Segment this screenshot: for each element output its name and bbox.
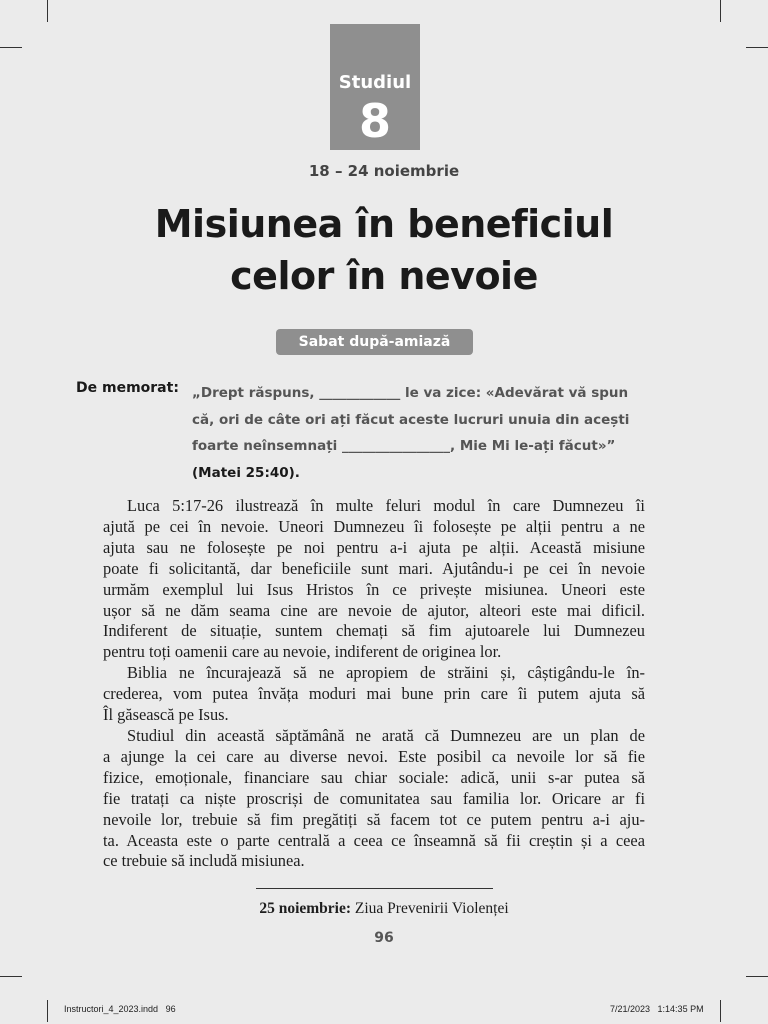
body-line: ușor să ne dăm seama cine are nevoie de ajutor, alteori este mai dificil.	[103, 600, 645, 620]
memory-verse-reference-line	[192, 460, 648, 487]
title-line: Misiunea în beneficiul	[154, 202, 614, 246]
body-text	[103, 496, 645, 872]
body-line: a ajunge la cei care au diverse nevoi. Este posibil ca nevoile lor să fie	[103, 746, 645, 766]
body-line: fizice, emoționale, financiare sau chiar sociale: adică, unii s-ar putea să	[103, 767, 645, 787]
section-tab: Sabat după-amiază	[276, 329, 473, 355]
memory-verse-label: De memorat:	[76, 380, 179, 396]
print-slug-file: Instructori_4_2023.indd 96	[64, 1004, 176, 1014]
date-range: 18 – 24 noiembrie	[308, 162, 460, 180]
body-line: fie tratați ca niște proscriși de comunitatea sau familia lor. Oricare ar fi	[103, 788, 645, 808]
memory-verse-line: că, ori de câte ori ați făcut aceste lucruri unuia din acești	[192, 411, 630, 428]
footnote-divider	[256, 888, 493, 889]
footnote-text: Ziua Prevenirii Violenței	[351, 900, 509, 917]
page-title	[0, 198, 768, 302]
body-line: Indiferent de situație, suntem chemați să fim ajutoarele lui Dumnezeu	[103, 621, 645, 641]
body-line: Îl găsească pe Isus.	[103, 705, 229, 725]
print-slug-timestamp: 7/21/2023 1:14:35 PM	[610, 1004, 704, 1014]
crop-mark	[0, 976, 22, 977]
memory-verse-line: „Drept răspuns, ____________ le va zice: «Adevărat vă spun	[192, 385, 629, 401]
body-line: Studiul din această săptămână ne arată că Dumnezeu are un plan de	[127, 725, 645, 745]
footnote	[0, 900, 768, 918]
crop-mark	[720, 0, 721, 22]
page-number: 96	[374, 930, 394, 946]
ref-close: ).	[288, 464, 300, 481]
memory-verse-line: foarte neînsemnați ________________, Mie Mi le-ați făcut»”	[192, 438, 616, 454]
body-line: nevoile lor, trebuie să fim pregătiți să facem tot ce putem pentru a-i aju-	[103, 809, 645, 829]
crop-mark	[47, 0, 48, 22]
verse-reference: Matei 25:40	[198, 464, 289, 481]
body-line: ta. Aceasta este o parte centrală a ceea ce înseamnă să fii creștin și a ceea	[103, 830, 645, 850]
body-line: crederea, vom putea învăța moduri mai bune prin care îi putem ajuta să	[103, 684, 645, 704]
ref-open: (	[192, 464, 199, 481]
body-line: ajuta sau ne folosește pe noi pentru a-i ajuta pe alții. Această misiune	[103, 537, 645, 557]
memory-verse	[192, 380, 648, 486]
body-line: ajută pe cei în nevoie. Uneori Dumnezeu îi folosește pe alții pentru a ne	[103, 516, 645, 536]
footnote-date: 25 noiembrie:	[259, 900, 352, 917]
crop-mark	[47, 1000, 48, 1022]
study-number: 8	[358, 94, 391, 148]
body-line: ce trebuie să includă misiunea.	[103, 851, 305, 871]
title-line: celor în nevoie	[230, 254, 538, 298]
body-line: Biblia ne încurajează să ne apropiem de străini și, câștigându-le în-	[127, 663, 645, 683]
body-line: urmăm exemplul lui Isus Hristos în ce privește misiunea. Uneori este	[103, 579, 645, 599]
crop-mark	[720, 1000, 721, 1022]
body-line: pentru toți oamenii care au nevoie, indiferent de originea lor.	[103, 642, 502, 662]
crop-mark	[0, 47, 22, 48]
crop-mark	[746, 976, 768, 977]
body-line: poate fi solicitantă, dar beneficiile sunt mari. Ajutându-i pe cei în nevoie	[103, 558, 645, 578]
body-line: Luca 5:17-26 ilustrează în multe feluri modul în care Dumnezeu îi	[127, 496, 645, 515]
study-label: Studiul	[338, 72, 412, 93]
study-badge	[330, 24, 420, 150]
crop-mark	[746, 47, 768, 48]
